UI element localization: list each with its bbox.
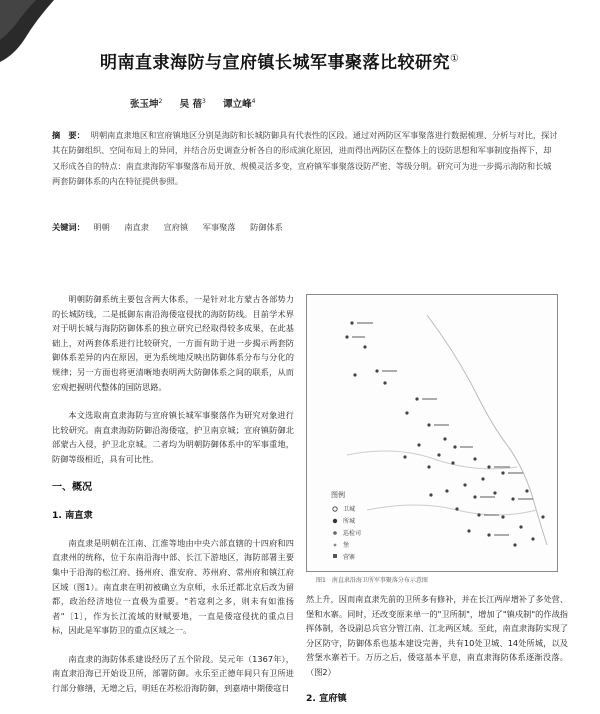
intro-paragraph-2: 本文选取南直隶海防与宣府镇长城军事聚落作为研究对象进行比较研究。南直隶海防防御沿海倭寇，护卫南京城；宣府镇防御北部蒙古入侵，护卫北京城。二者均为明朝防御体系中的军事重地，防御等级相近，具有可比性。	[52, 410, 294, 464]
subsection-heading-nanzhili: 1. 南直隶	[52, 510, 93, 522]
legend-item: 所城	[343, 518, 356, 525]
keyword: 宣府镇	[163, 222, 189, 232]
figure-1-map	[306, 294, 558, 572]
legend-item: 堡	[343, 542, 350, 549]
corner-decoration	[0, 0, 60, 62]
river	[367, 505, 537, 515]
figure-1-caption: 图1 南直隶沿海卫所军事聚落分布示意图	[316, 577, 428, 584]
page-title	[100, 48, 540, 73]
title-block	[100, 48, 540, 73]
keyword: 军事聚落	[202, 222, 236, 232]
keywords	[52, 222, 558, 233]
keyword: 南直隶	[124, 222, 149, 232]
abstract-label: 摘 要：	[52, 130, 85, 140]
nanzhili-paragraph-2: 南直隶的海防体系建设经历了五个阶段。吴元年（1367年），南直隶沿海已开始设卫所，部署防御。永乐至正德年间只有卫所进行部分修缮，无增之后，明廷在苏松沿海防御，到嘉靖中期倭寇日	[52, 653, 294, 694]
author-1: 张玉坤$^2$	[130, 97, 163, 110]
legend-item: 营寨	[343, 554, 356, 561]
legend-item: 卫城	[343, 506, 356, 513]
legend-title: 图例	[331, 491, 345, 499]
subsection-heading-xuanfu: 2. 宣府镇	[306, 692, 347, 704]
intro-paragraph-1: 明朝防御系统主要包含两大体系，一是针对北方蒙古各部势力的长城防线，二是抵御东南沿海倭寇侵扰的海防防线。目前学术界对于明长城与海防防御体系的独立研究已经取得较多成果，在此基础上，对两套体系进行比较研究，一方面有助于进一步揭示两套防御体系差异的内在原因，更为系统地反映出防御体系分布与分化的规律；另一方面也将更清晰地表明两大防御体系之间的联系，从而宏观把握明代整体的国防思路。	[52, 294, 294, 392]
nanzhili-paragraph-1: 南直隶是明朝在江南、江淮等地由中央六部直辖的十四府和四直隶州的统称，位于东南沿海中部、长江下游地区，海防部署主要集中于沿海的松江府、扬州府、淮安府、苏州府、常州府和镇江府区域（图1）。南直隶在明初被确立为京师，永乐迁都北京后改为留都，政治经济地位一直极为重要。"若寇利之多，则未有如淮扬者"〔1〕，作为长江流域的财赋要地，一直是倭寇侵扰的重点目标，因此是军事防卫的重点区域之一。	[52, 537, 294, 636]
river	[347, 451, 517, 469]
keyword: 明朝	[93, 222, 110, 232]
right-column-text	[306, 592, 568, 706]
keyword: 防御体系	[250, 222, 283, 232]
nanzhili-paragraph-continued: 然上升，因而南直隶先前的卫所多有修补，并在长江两岸增补了多处营、堡和水寨。同时，还改变原来单一的"卫所制"，增加了"镇戍制"的作战指挥体制，各设副总兵官分管江南、江北两区域。至此，南直隶海防实现了分区防守，防御体系也基本建设完善，共有10处卫城、14处所城，以及营堡水寨若干。万历之后，倭寇基本平息，南直隶海防体系逐渐没落。（图2）	[306, 594, 569, 677]
place-labels	[352, 323, 533, 535]
section-heading-overview: 一、概况	[52, 481, 92, 493]
map-graphic	[307, 295, 557, 571]
keywords-label: 关键词：	[52, 222, 85, 232]
author-2: 吴 蓓$^3$	[179, 97, 206, 110]
abstract	[52, 128, 558, 189]
title-footnote-mark: ①	[450, 53, 460, 65]
right-column	[306, 294, 568, 706]
abstract-text: 明朝南直隶地区和宣府镇地区分别是海防和长城防御具有代表性的区段。通过对两防区军事聚落进行数据梳理、分析与对比，探讨其在防御组织、空间布局上的异同，并结合历史调查分析各自的形成演化原因，进而得出两防区在整体上的设防思想和军事制度指挥下，却又形成各自的特点：南直隶海防军事聚落布局开放、规模灵活多变，宣府镇军事聚落设防严密、等级分明。研究可为进一步揭示海防和长城两套防御体系的内在特征提供参照。	[52, 130, 558, 186]
author-3: 谭立峰$^4$	[223, 97, 256, 110]
title-text: 明南直隶海防与宣府镇长城军事聚落比较研究	[100, 53, 450, 73]
site-markers	[345, 321, 544, 546]
left-column	[52, 292, 294, 696]
legend-item: 巡检司	[343, 530, 362, 537]
author-line	[130, 96, 269, 110]
map-legend	[331, 490, 361, 561]
coastline	[427, 315, 547, 545]
